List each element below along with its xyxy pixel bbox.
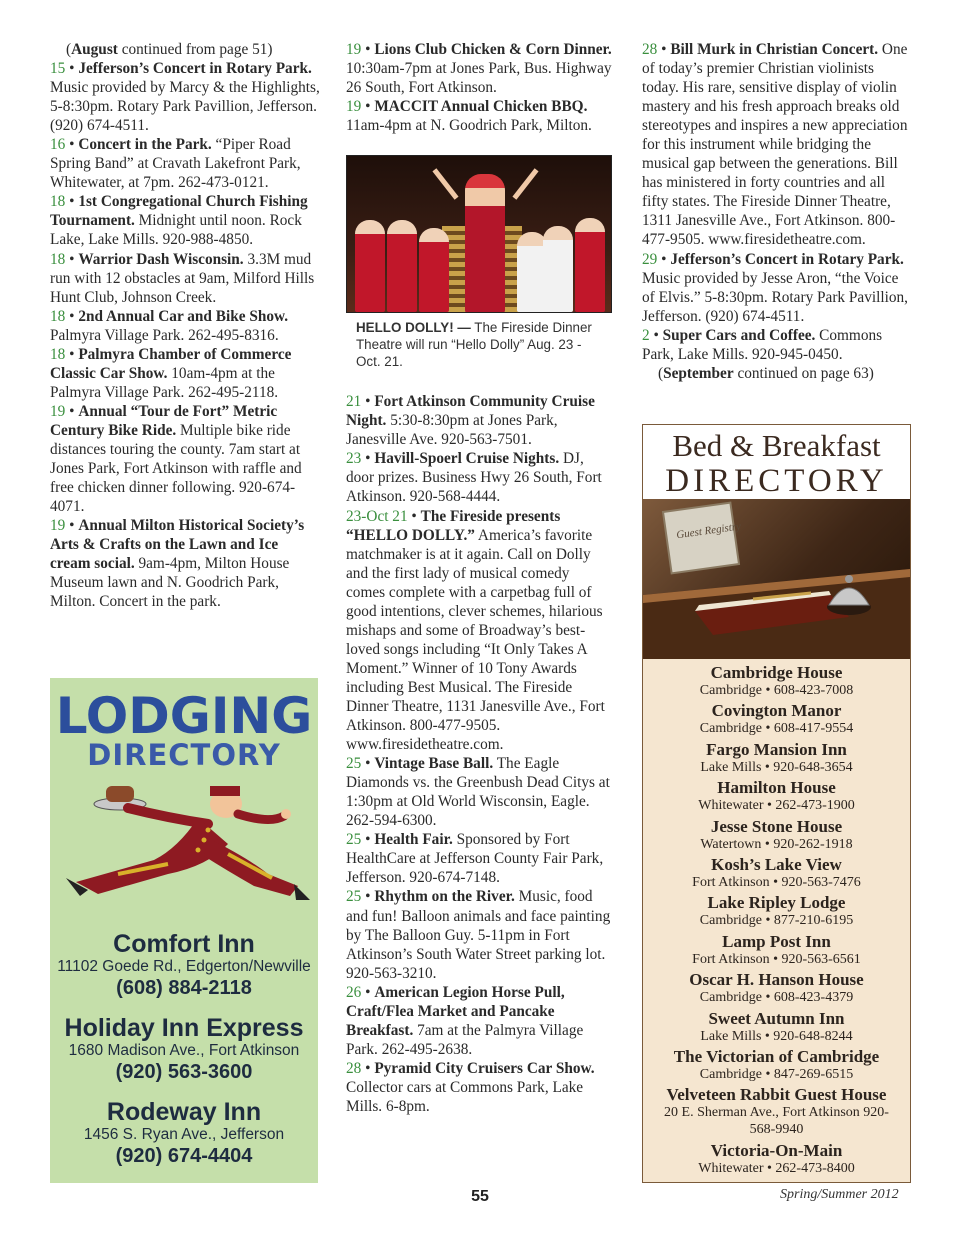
hello-dolly-photo <box>346 155 612 313</box>
event-entry: 23-Oct 21 • The Fireside presents “HELLO DOLLY.” America’s favorite matchmaker is at it again. Call on Dolly and the first lady of musical comedy comes complete with a carpetbag full of good intentions, clever schemes, hilarious mishaps and some of Broadway’s best-loved songs including “It Only Takes A Moment.” Winner of 10 Tony Awards including Best Musical. The Fireside Dinner Theatre, 1131 Janesville Ave., Fort Atkinson. 800-477-9505. www.firesidetheatre.com. <box>346 507 605 754</box>
hotel-name: Rodeway Inn <box>106 1098 262 1126</box>
events-column-3 <box>642 40 912 383</box>
event-entry: 18 • Warrior Dash Wisconsin. 3.3M mud run with 12 obstacles at 9am, Milford Hills Hunt Club, Johnson Creek. <box>50 250 315 306</box>
performer-figure <box>355 220 385 312</box>
bnb-listing <box>643 970 910 1006</box>
bnb-name: Lamp Post Inn <box>722 931 831 951</box>
hotel-phone: (920) 674-4404 <box>115 1145 253 1167</box>
bnb-info: Cambridge • 608-423-4379 <box>699 990 854 1006</box>
hotel-listing <box>50 1014 318 1084</box>
guest-registry-photo <box>643 499 910 659</box>
bnb-title: Bed & Breakfast <box>672 428 881 463</box>
bnb-name: Velveteen Rabbit Guest House <box>666 1085 887 1105</box>
raised-arm-shape <box>432 169 458 200</box>
bnb-listing <box>643 1085 910 1138</box>
event-entry: 15 • Jefferson’s Concert in Rotary Park. Music provided by Marcy & the Highlights, 5-8:30pm. Rotary Park Pavillion, Jefferson. (920) 674-4511. <box>50 60 320 135</box>
bnb-listing <box>643 932 910 968</box>
bnb-name: Cambridge House <box>710 663 843 682</box>
bnb-name: Sweet Autumn Inn <box>708 1008 845 1028</box>
issue-season: Spring/Summer 2012 <box>780 1187 899 1202</box>
registry-desk-illustration <box>643 499 910 659</box>
dolly-figure <box>465 174 505 313</box>
bnb-directory <box>642 424 911 1183</box>
event-entry: 28 • Pyramid City Cruisers Car Show. Collector cars at Commons Park, Lake Mills. 6-8pm. <box>346 1059 595 1115</box>
event-entry: 18 • 2nd Annual Car and Bike Show. Palmyra Village Park. 262-495-8316. <box>50 307 289 344</box>
event-entry: 29 • Jefferson’s Concert in Rotary Park. Music provided by Jesse Aron, “the Voice of Elvis.” 5-8:30pm. Rotary Park Pavillion, Jefferson. (920) 674-4511. <box>642 250 908 325</box>
event-entry: 19 • Annual “Tour de Fort” Metric Century Bike Ride. Multiple bike ride distances touring the county. 7am start at Jones Park, Fort Atkinson with raffle and free chicken dinner following. 920-674-4071. <box>50 402 302 516</box>
bnb-info: Whitewater • 262-473-1900 <box>698 798 855 814</box>
bnb-name: Fargo Mansion Inn <box>706 739 847 759</box>
bnb-info: Fort Atkinson • 920-563-7476 <box>692 874 861 890</box>
hotel-listing <box>50 930 318 1000</box>
bnb-name: The Victorian of Cambridge <box>673 1046 880 1066</box>
bnb-info: Cambridge • 608-417-9554 <box>699 721 854 737</box>
hotel-phone: (920) 563-3600 <box>115 1061 253 1083</box>
bnb-name: Lake Ripley Lodge <box>707 893 846 913</box>
hotel-address: 1456 S. Ryan Ave., Jefferson <box>83 1126 285 1143</box>
bnb-listing <box>643 893 910 929</box>
bnb-info: Cambridge • 877-210-6195 <box>699 913 854 929</box>
lodging-title: LODGING <box>55 687 313 745</box>
event-entry: 19 • Lions Club Chicken & Corn Dinner. 10:30am-7pm at Jones Park, Bus. Highway 26 South, Fort Atkinson. <box>346 41 612 97</box>
event-entry: 21 • Fort Atkinson Community Cruise Night. 5:30-8:30pm at Jones Park, Janesville Ave. 920-563-7501. <box>346 393 595 449</box>
bnb-info: Cambridge • 608-423-7008 <box>699 683 854 698</box>
bnb-listing <box>643 778 910 814</box>
performer-figure <box>543 226 573 312</box>
bnb-listing <box>643 1141 910 1177</box>
event-entry: 16 • Concert in the Park. “Piper Road Spring Band” at Cravath Lakefront Park, Whitewater, at 7pm. 262-473-0121. <box>50 136 301 192</box>
bnb-listing <box>643 817 910 853</box>
bnb-info: Whitewater • 262-473-8400 <box>698 1160 855 1176</box>
bnb-name: Hamilton House <box>717 778 836 798</box>
event-entry: 26 • American Legion Horse Pull, Craft/Flea Market and Pancake Breakfast. 7am at the Palmyra Village Park. 262-495-2638. <box>346 983 584 1058</box>
bnb-listing <box>643 663 910 699</box>
event-entry: 2 • Super Cars and Coffee. Commons Park, Lake Mills. 920-945-0450. <box>642 326 883 363</box>
performer-figure <box>419 228 449 312</box>
event-entry: 25 • Rhythm on the River. Music, food and fun! Balloon animals and face painting by The Balloon Guy. 5-11pm in Fort Atkinson’s South Water Street parking lot. 920-563-3210. <box>346 888 611 982</box>
bnb-listing <box>643 740 910 776</box>
photo-caption: HELLO DOLLY! — The Fireside Dinner Theatre will run “Hello Dolly” Aug. 23 - Oct. 21. <box>356 320 592 370</box>
bnb-info: Fort Atkinson • 920-563-6561 <box>692 951 861 967</box>
bnb-listing <box>643 1009 910 1045</box>
event-entry: 28 • Bill Murk in Christian Concert. One of today’s premier Christian violinists today. His rare, sensitive display of violin mastery and his fresh approach breaks old stereotypes and inspires a new appreciation for this instrument while bridging the musical gap between the generations. Bill has ministered in forty countries and all fifty states. The Fireside Dinner Theatre, 1311 Janesville Ave., Fort Atkinson. 800-477-9505. www.firesidetheatre.com. <box>642 41 908 249</box>
bnb-info: Cambridge • 847-269-6515 <box>699 1066 854 1082</box>
events-column-2 <box>346 40 612 1116</box>
performer-figure <box>387 220 417 312</box>
hotel-name: Comfort Inn <box>113 930 255 958</box>
bnb-listing <box>643 855 910 891</box>
bnb-listing <box>643 701 910 737</box>
raised-arm-shape <box>512 169 538 200</box>
bnb-info: Watertown • 920-262-1918 <box>700 836 853 852</box>
bnb-list <box>643 663 910 1179</box>
bnb-name: Covington Manor <box>711 701 842 721</box>
hotel-address: 11102 Goede Rd., Edgerton/Newville <box>57 958 311 975</box>
continued-on-note: (September continued on page 63) <box>658 364 874 382</box>
events-column-1 <box>50 40 320 611</box>
performer-figure <box>575 218 605 312</box>
bnb-header <box>643 425 910 499</box>
bnb-info: Lake Mills • 920-648-8244 <box>700 1028 853 1044</box>
event-entry: 19 • Annual Milton Historical Society’s Arts & Crafts on the Lawn and Ice cream social. 9am-4pm, Milton House Museum lawn and N. Goodrich Park, Milton. Concert in the park. <box>50 517 305 611</box>
event-entry: 23 • Havill-Spoerl Cruise Nights. DJ, door prizes. Business Hwy 26 South, Fort Atkinson. 920-568-4444. <box>346 450 602 506</box>
hotel-address: 1680 Madison Ave., Fort Atkinson <box>68 1042 300 1059</box>
events-list <box>50 59 320 611</box>
bnb-name: Kosh’s Lake View <box>711 854 842 874</box>
events-list <box>346 392 612 1116</box>
bnb-name: Oscar H. Hanson House <box>689 970 864 990</box>
lodging-directory-ad <box>50 678 318 1183</box>
event-entry: 18 • 1st Congregational Church Fishing Tournament. Midnight until noon. Rock Lake, Lake Mills. 920-988-4850. <box>50 193 308 249</box>
bnb-info: Lake Mills • 920-648-3654 <box>700 759 853 775</box>
hotel-listing <box>50 1098 318 1168</box>
bnb-listing <box>643 1047 910 1083</box>
bnb-info: 20 E. Sherman Ave., Fort Atkinson 920-568-9940 <box>664 1105 889 1138</box>
registry-book-text: Guest Registry <box>675 520 742 542</box>
bellhop-illustration <box>58 778 313 928</box>
bnb-name: Jesse Stone House <box>710 816 843 836</box>
event-entry: 25 • Vintage Base Ball. The Eagle Diamonds vs. the Greenbush Dead Citys at 1:30pm at Old World Wisconsin, Eagle. 262-594-6300. <box>346 755 610 830</box>
lodging-subtitle: DIRECTORY <box>87 738 281 772</box>
continued-from-note: (August continued from page 51) <box>66 41 273 58</box>
bnb-subtitle: DIRECTORY <box>665 463 888 499</box>
hotel-name: Holiday Inn Express <box>64 1014 304 1042</box>
event-entry: 18 • Palmyra Chamber of Commerce Classic Car Show. 10am-4pm at the Palmyra Village Park. 262-495-2118. <box>50 345 292 401</box>
hotel-phone: (608) 884-2118 <box>116 977 252 999</box>
event-entry: 25 • Health Fair. Sponsored by Fort HealthCare at Jefferson County Fair Park, Jefferson. 920-674-7148. <box>346 831 604 887</box>
page-number: 55 <box>471 1188 489 1205</box>
bnb-name: Victoria-On-Main <box>710 1140 843 1160</box>
event-entry: 19 • MACCIT Annual Chicken BBQ. 11am-4pm at N. Goodrich Park, Milton. <box>346 98 592 135</box>
